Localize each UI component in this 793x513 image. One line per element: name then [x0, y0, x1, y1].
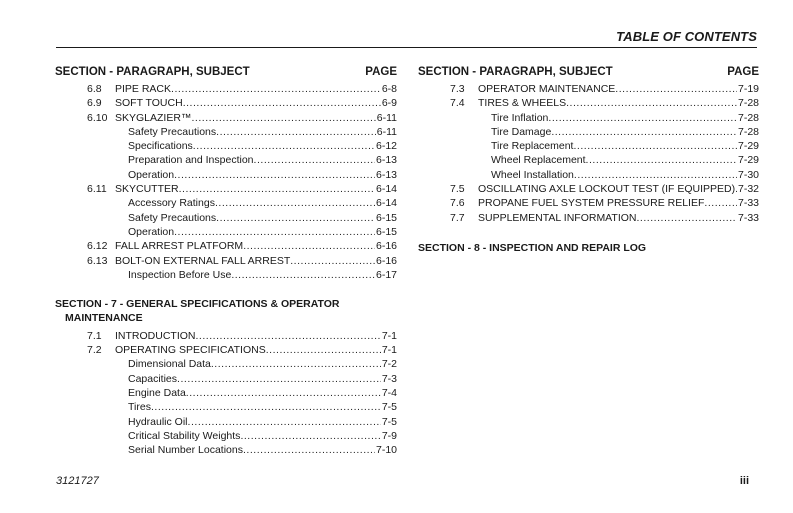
entry-line [128, 400, 397, 414]
heading-page: PAGE [727, 66, 759, 78]
entry-page: 7-9 [381, 429, 397, 442]
heading-page: PAGE [365, 66, 397, 78]
dot-leader [548, 111, 737, 125]
entry-page: 6-15 [375, 211, 397, 224]
entry-title: Wheel Installation [491, 168, 574, 181]
entry-page: 6-12 [375, 140, 397, 153]
entry-number: 6.12 [87, 240, 108, 253]
entry-title: SUPPLEMENTAL INFORMATION [478, 211, 637, 224]
dot-leader [179, 182, 375, 196]
section-7-line1: SECTION - 7 - GENERAL SPECIFICATIONS & OPERATOR [55, 298, 340, 311]
entry-title: Preparation and Inspection [128, 154, 254, 167]
toc-entry[interactable] [55, 153, 397, 167]
entry-number: 6.9 [87, 97, 102, 110]
entry-page: 7-2 [381, 358, 397, 371]
toc-entry[interactable] [55, 343, 397, 357]
entry-title: Wheel Replacement [491, 154, 586, 167]
toc-entry[interactable] [418, 96, 759, 110]
entry-page: 7-4 [381, 386, 397, 399]
entry-title: Operation [128, 225, 175, 238]
toc-entry[interactable] [55, 96, 397, 110]
entry-line [115, 239, 397, 253]
toc-entry[interactable] [55, 400, 397, 414]
entry-page: 7-29 [737, 140, 759, 153]
entry-page: 6-15 [375, 225, 397, 238]
entry-title: Safety Precautions [128, 125, 217, 138]
dot-leader [240, 429, 380, 443]
entry-title: Safety Precautions [128, 211, 217, 224]
entry-page: 7-5 [381, 401, 397, 414]
toc-entry[interactable] [55, 182, 397, 196]
entry-title: Operation [128, 168, 175, 181]
entry-line [491, 125, 759, 139]
entry-title: Hydraulic Oil [128, 415, 188, 428]
toc-left-column [55, 64, 397, 457]
column-heading [418, 64, 759, 80]
entry-number: 6.10 [87, 111, 108, 124]
toc-entry[interactable] [55, 415, 397, 429]
entry-title: BOLT-ON EXTERNAL FALL ARREST [115, 254, 291, 267]
entry-page: 6-11 [376, 125, 397, 138]
entry-page: 7-32 [737, 183, 759, 196]
entry-line [128, 415, 397, 429]
entry-page: 7-1 [381, 344, 397, 357]
entry-page: 7-3 [381, 372, 397, 385]
entry-page: 6-13 [375, 168, 397, 181]
toc-entry[interactable] [55, 211, 397, 225]
entry-page: 7-33 [737, 197, 759, 210]
toc-entry[interactable] [55, 329, 397, 343]
page-header-title: TABLE OF CONTENTS [616, 29, 757, 44]
entry-line [128, 225, 397, 239]
entry-line [128, 386, 397, 400]
dot-leader [573, 139, 737, 153]
toc-entry[interactable] [55, 443, 397, 457]
entry-page: 6-8 [381, 83, 397, 95]
entry-page: 6-16 [375, 254, 397, 267]
toc-entry[interactable] [55, 239, 397, 253]
entry-title: PIPE RACK [115, 83, 172, 95]
entry-title: Accessory Ratings [128, 197, 215, 210]
dot-leader [637, 211, 737, 225]
entry-line [128, 268, 397, 282]
entry-number: 7.4 [450, 97, 465, 110]
entry-line [128, 125, 397, 139]
entry-page: 7-28 [737, 111, 759, 124]
entry-number: 7.1 [87, 329, 102, 342]
entry-title: Tire Replacement [491, 140, 574, 153]
dot-leader [231, 268, 375, 282]
heading-subject: SECTION - PARAGRAPH, SUBJECT [55, 66, 250, 78]
entry-line [128, 429, 397, 443]
entry-number: 7.6 [450, 197, 465, 210]
entry-line [115, 111, 397, 125]
entry-line [491, 153, 759, 167]
toc-entry[interactable] [55, 372, 397, 386]
entry-title: Dimensional Data [128, 358, 211, 371]
entry-line [491, 168, 759, 182]
entry-number: 6.13 [87, 254, 108, 267]
entry-line [478, 82, 759, 96]
entry-line [478, 96, 759, 110]
entry-title: PROPANE FUEL SYSTEM PRESSURE RELIEF [478, 197, 705, 210]
entry-page: 7-29 [737, 154, 759, 167]
entry-line [115, 182, 397, 196]
entry-line [115, 96, 397, 110]
page-number: iii [739, 475, 749, 487]
entry-title: SKYCUTTER [115, 183, 179, 196]
entry-page: 6-11 [376, 111, 397, 124]
toc-right-column [418, 64, 759, 255]
toc-entry[interactable] [418, 125, 759, 139]
entry-page: 7-10 [375, 444, 397, 457]
toc-entry[interactable] [55, 268, 397, 282]
entry-page: 6-14 [375, 197, 397, 210]
entry-line [128, 443, 397, 457]
entry-line [478, 196, 759, 210]
entry-title: Specifications [128, 140, 193, 153]
entry-title: SOFT TOUCH [115, 97, 183, 110]
entry-page: 7-19 [737, 83, 759, 95]
entry-page: 7-5 [381, 415, 397, 428]
toc-entry[interactable] [55, 111, 397, 125]
dot-leader [566, 96, 737, 110]
dot-leader [290, 254, 375, 268]
entry-page: 6-16 [375, 240, 397, 253]
entry-title: Tire Inflation [491, 111, 549, 124]
entry-number: 6.8 [87, 83, 102, 95]
dot-leader [174, 168, 375, 182]
entry-line [128, 168, 397, 182]
entry-page: 7-28 [737, 97, 759, 110]
entry-title: OSCILLATING AXLE LOCKOUT TEST (IF EQUIPPED) [478, 183, 736, 196]
dot-leader [151, 400, 381, 414]
toc-entry[interactable] [418, 196, 759, 210]
toc-entry[interactable] [418, 139, 759, 153]
entry-number: 7.5 [450, 183, 465, 196]
toc-entry[interactable] [55, 386, 397, 400]
entry-title: SKYGLAZIER™ [115, 111, 192, 124]
dot-leader [215, 196, 375, 210]
dot-leader [243, 239, 375, 253]
toc-entry[interactable] [55, 225, 397, 239]
entry-line [128, 153, 397, 167]
entry-line [478, 211, 759, 225]
dot-leader [216, 125, 376, 139]
toc-entry[interactable] [55, 82, 397, 96]
entry-line [478, 182, 759, 196]
entry-line [128, 139, 397, 153]
toc-entry[interactable] [418, 168, 759, 182]
entry-line [128, 211, 397, 225]
column-heading [55, 64, 397, 80]
entry-title: OPERATOR MAINTENANCE [478, 83, 616, 95]
dot-leader [183, 96, 381, 110]
toc-entry[interactable] [418, 111, 759, 125]
entry-title: Capacities [128, 372, 178, 385]
entry-number: 7.7 [450, 211, 465, 224]
toc-entry[interactable] [55, 357, 397, 371]
entry-number: 7.3 [450, 83, 465, 95]
entry-line [115, 82, 397, 96]
entry-title: TIRES & WHEELS [478, 97, 567, 110]
entry-title: Tire Damage [491, 125, 552, 138]
entry-line [115, 343, 397, 357]
toc-entry[interactable] [55, 429, 397, 443]
toc-entry[interactable] [55, 254, 397, 268]
section-7-heading[interactable] [55, 297, 397, 326]
entry-page: 6-14 [375, 183, 397, 196]
heading-subject: SECTION - PARAGRAPH, SUBJECT [418, 66, 613, 78]
dot-leader [254, 153, 375, 167]
toc-entry[interactable] [418, 153, 759, 167]
entry-page: 7-28 [737, 125, 759, 138]
toc-list [55, 329, 397, 458]
entry-page: 7-1 [381, 329, 397, 342]
entry-title: Tires [128, 401, 151, 414]
entry-title: Critical Stability Weights [128, 429, 241, 442]
entry-line [491, 139, 759, 153]
dot-leader [574, 168, 737, 182]
dot-leader [243, 443, 375, 457]
entry-title: INTRODUCTION [115, 329, 196, 342]
dot-leader [171, 82, 381, 96]
dot-leader [174, 225, 375, 239]
dot-leader [193, 139, 375, 153]
dot-leader [186, 386, 381, 400]
entry-title: Serial Number Locations [128, 444, 243, 457]
dot-leader [188, 415, 381, 429]
toc-entry[interactable] [418, 182, 759, 196]
section-7-line2: MAINTENANCE [65, 312, 143, 325]
toc-entry[interactable] [55, 168, 397, 182]
document-number: 3121727 [56, 475, 99, 487]
entry-line [115, 329, 397, 343]
entry-title: FALL ARREST PLATFORM [115, 240, 244, 253]
dot-leader [615, 82, 737, 96]
dot-leader [211, 357, 381, 371]
toc-entry[interactable] [55, 196, 397, 210]
entry-line [128, 196, 397, 210]
entry-line [128, 372, 397, 386]
entry-page: 6-17 [375, 268, 397, 281]
dot-leader [704, 196, 737, 210]
entry-line [128, 357, 397, 371]
toc-list [55, 82, 397, 282]
header-rule [56, 47, 757, 48]
entry-title: OPERATING SPECIFICATIONS [115, 344, 266, 357]
entry-page: 6-9 [381, 97, 397, 110]
entry-page: 7-30 [737, 168, 759, 181]
dot-leader [196, 329, 381, 343]
entry-number: 6.11 [87, 183, 107, 196]
entry-title: Engine Data [128, 386, 186, 399]
entry-page: 7-33 [737, 211, 759, 224]
dot-leader [177, 372, 381, 386]
entry-title: Inspection Before Use [128, 268, 232, 281]
entry-line [115, 254, 397, 268]
toc-entry[interactable] [418, 82, 759, 96]
dot-leader [586, 153, 737, 167]
section-8-heading[interactable]: SECTION - 8 - INSPECTION AND REPAIR LOG [418, 241, 647, 254]
toc-entry[interactable] [55, 125, 397, 139]
dot-leader [266, 343, 381, 357]
dot-leader [216, 211, 375, 225]
entry-page: 6-13 [375, 154, 397, 167]
dot-leader [551, 125, 737, 139]
dot-leader [191, 111, 375, 125]
entry-line [491, 111, 759, 125]
toc-list [418, 82, 759, 225]
toc-entry[interactable] [55, 139, 397, 153]
toc-entry[interactable] [418, 211, 759, 225]
entry-number: 7.2 [87, 344, 102, 357]
